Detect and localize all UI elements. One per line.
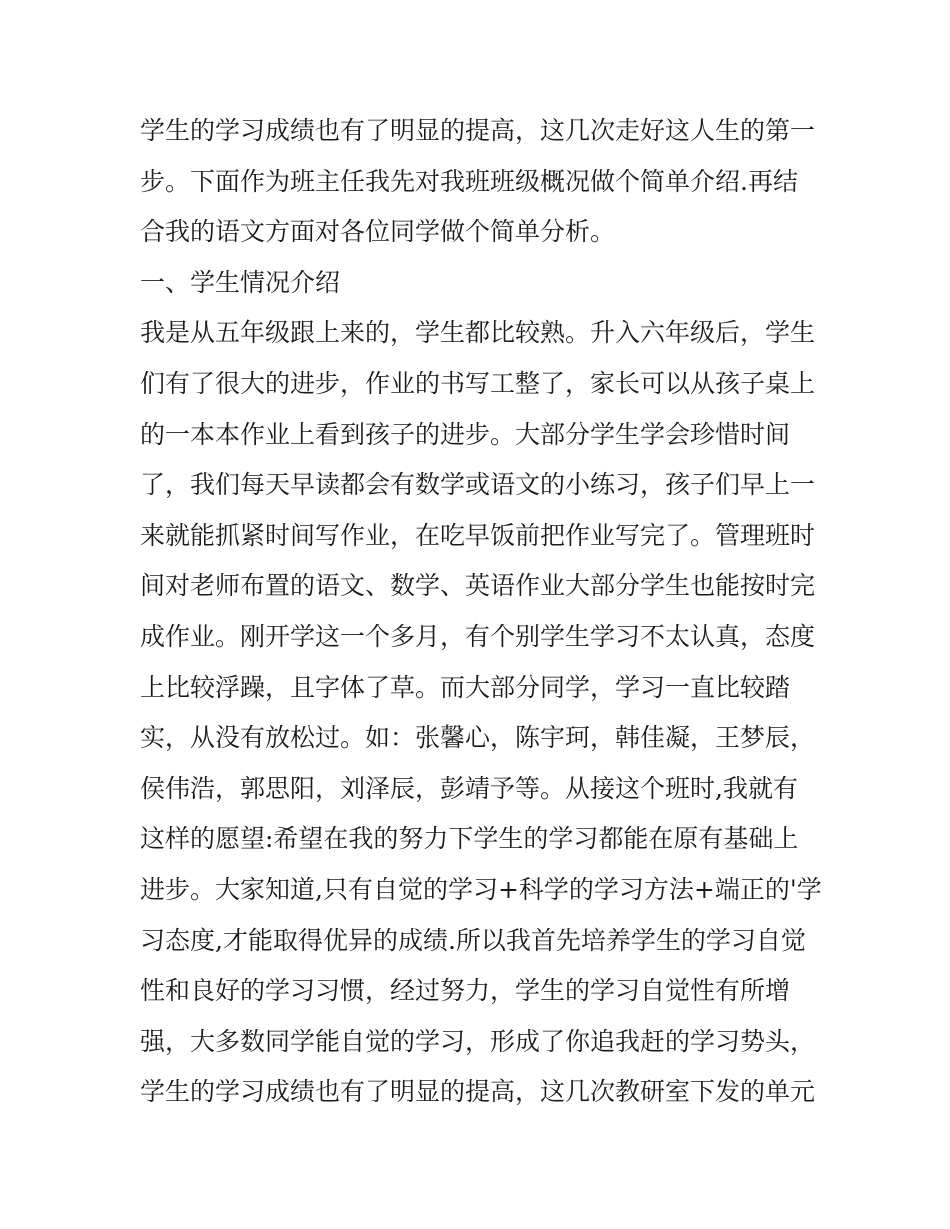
text-line: 性和良好的学习习惯，经过努力，学生的学习自觉性有所增 [140,976,791,1006]
text-line: 这样的愿望:希望在我的努力下学生的学习都能在原有基础上 [140,824,799,854]
text-line: 实，从没有放松过。如：张馨心，陈宇珂，韩佳凝，王梦辰， [140,723,816,753]
text-line: 们有了很大的进步，作业的书写工整了，家长可以从孩子桌上 [140,368,816,398]
section-heading: 一、学生情况介绍 [140,267,341,297]
text-line: 侯伟浩，郭思阳，刘泽辰，彭靖予等。从接这个班时,我就有 [140,773,798,803]
text-line: 成作业。刚开学这一个多月，有个别学生学习不太认真，态度 [140,621,816,651]
document-body [140,106,830,1118]
text-line: 来就能抓紧时间写作业，在吃早饭前把作业写完了。管理班时 [140,520,816,550]
text-line: 进步。大家知道,只有自觉的学习+科学的学习方法+端正的'学 [140,874,822,904]
text-line: 强，大多数同学能自觉的学习，形成了你追我赶的学习势头， [140,1026,816,1056]
text-line: 学生的学习成绩也有了明显的提高，这几次走好这人生的第一 [140,116,816,145]
text-line: 我是从五年级跟上来的，学生都比较熟。升入六年级后，学生 [140,318,816,348]
text-line: 步。下面作为班主任我先对我班班级概况做个简单介绍.再结 [140,166,798,196]
text-line: 的一本本作业上看到孩子的进步。大部分学生学会珍惜时间 [140,419,791,449]
text-line: 学生的学习成绩也有了明显的提高，这几次教研室下发的单元 [140,1077,816,1107]
text-line: 间对老师布置的语文、数学、英语作业大部分学生也能按时完 [140,571,816,601]
text-line: 上比较浮躁，且字体了草。而大部分同学，学习一直比较踏 [140,672,791,702]
text-line: 了，我们每天早读都会有数学或语文的小练习，孩子们早上一 [140,470,816,500]
text-line: 合我的语文方面对各位同学做个简单分析。 [140,217,616,247]
text-line: 习态度,才能取得优异的成绩.所以我首先培养学生的学习自觉 [140,925,806,955]
